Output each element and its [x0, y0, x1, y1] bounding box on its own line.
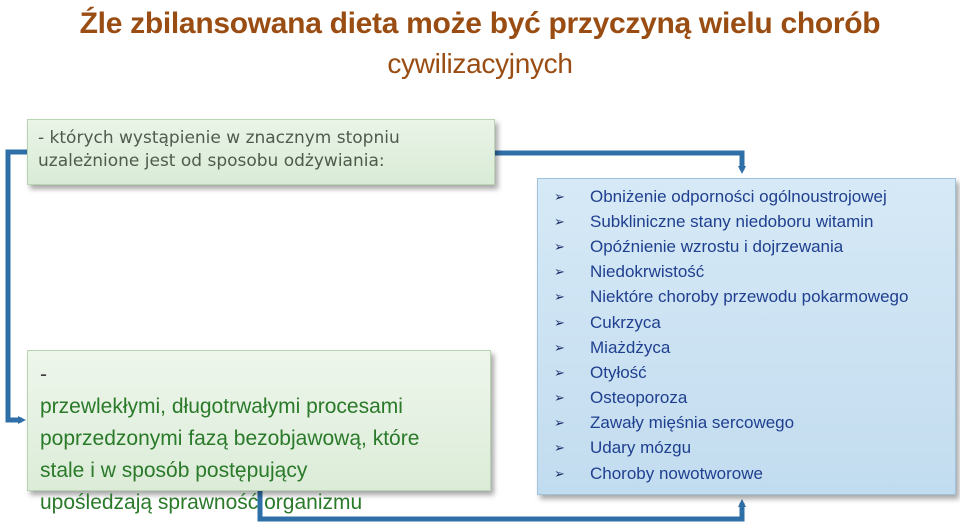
diseases-list: [554, 184, 955, 486]
disease-label: Niedokrwistość: [590, 262, 705, 282]
arrow-bullet-icon: ➢: [554, 289, 565, 305]
dependency-box: [27, 119, 495, 185]
title-line-1: Źle zbilansowana dieta może być przyczyną wielu chorób: [79, 7, 881, 40]
disease-item: [554, 360, 955, 385]
disease-item: [554, 386, 955, 411]
chronic-line-4: upośledzają sprawność organizmu: [40, 491, 363, 514]
chronic-line-1: [40, 359, 490, 423]
connector-top-to-left: [8, 152, 27, 420]
arrow-bullet-icon: ➢: [554, 440, 565, 456]
dash-marker: -: [40, 363, 47, 386]
arrow-bullet-icon: ➢: [554, 188, 565, 204]
disease-item: [554, 260, 955, 285]
arrow-bullet-icon: ➢: [554, 314, 565, 330]
disease-label: Subkliniczne stany niedoboru witamin: [590, 211, 874, 231]
chronic-line-1-text: przewlekłymi, długotrwałymi procesami: [40, 395, 403, 418]
chronic-line-2: poprzedzonymi fazą bezobjawową, które: [40, 427, 420, 450]
disease-item: [554, 209, 955, 234]
chronic-line-3: stale i w sposób postępujący: [40, 459, 308, 482]
disease-label: Niektóre choroby przewodu pokarmowego: [590, 287, 909, 307]
diseases-box: [537, 178, 956, 495]
disease-item: [554, 285, 955, 310]
disease-label: Cukrzyca: [590, 312, 661, 332]
disease-item: [554, 436, 955, 461]
arrow-bullet-icon: ➢: [554, 339, 565, 355]
disease-label: Choroby nowotworowe: [590, 463, 763, 483]
disease-item: [554, 461, 955, 486]
arrow-bullet-icon: ➢: [554, 465, 565, 481]
disease-label: Osteoporoza: [590, 388, 688, 408]
disease-label: Obniżenie odporności ogólnoustrojowej: [590, 186, 887, 206]
disease-item: [554, 411, 955, 436]
connector-top-to-right: [495, 153, 742, 170]
arrow-bullet-icon: ➢: [554, 213, 565, 229]
disease-label: Udary mózgu: [590, 438, 692, 458]
arrow-bullet-icon: ➢: [554, 364, 565, 380]
disease-item: [554, 184, 955, 209]
disease-label: Zawały mięśnia sercowego: [590, 413, 795, 433]
chronic-process-box: [27, 350, 491, 514]
disease-label: Otyłość: [590, 362, 647, 382]
disease-item: [554, 335, 955, 360]
disease-label: Opóźnienie wzrostu i dojrzewania: [590, 236, 844, 256]
arrow-bullet-icon: ➢: [554, 415, 565, 431]
arrow-bullet-icon: ➢: [554, 238, 565, 254]
dependency-line-1: - których wystąpienie w znacznym stopniu: [38, 128, 400, 148]
dependency-line-2: uzależnione jest od sposobu odżywiania:: [38, 151, 385, 171]
disease-label: Miażdżyca: [590, 337, 671, 357]
disease-item: [554, 310, 955, 335]
arrow-bullet-icon: ➢: [554, 264, 565, 280]
arrow-bullet-icon: ➢: [554, 390, 565, 406]
title-line-2: cywilizacyjnych: [387, 48, 573, 79]
disease-item: [554, 234, 955, 259]
